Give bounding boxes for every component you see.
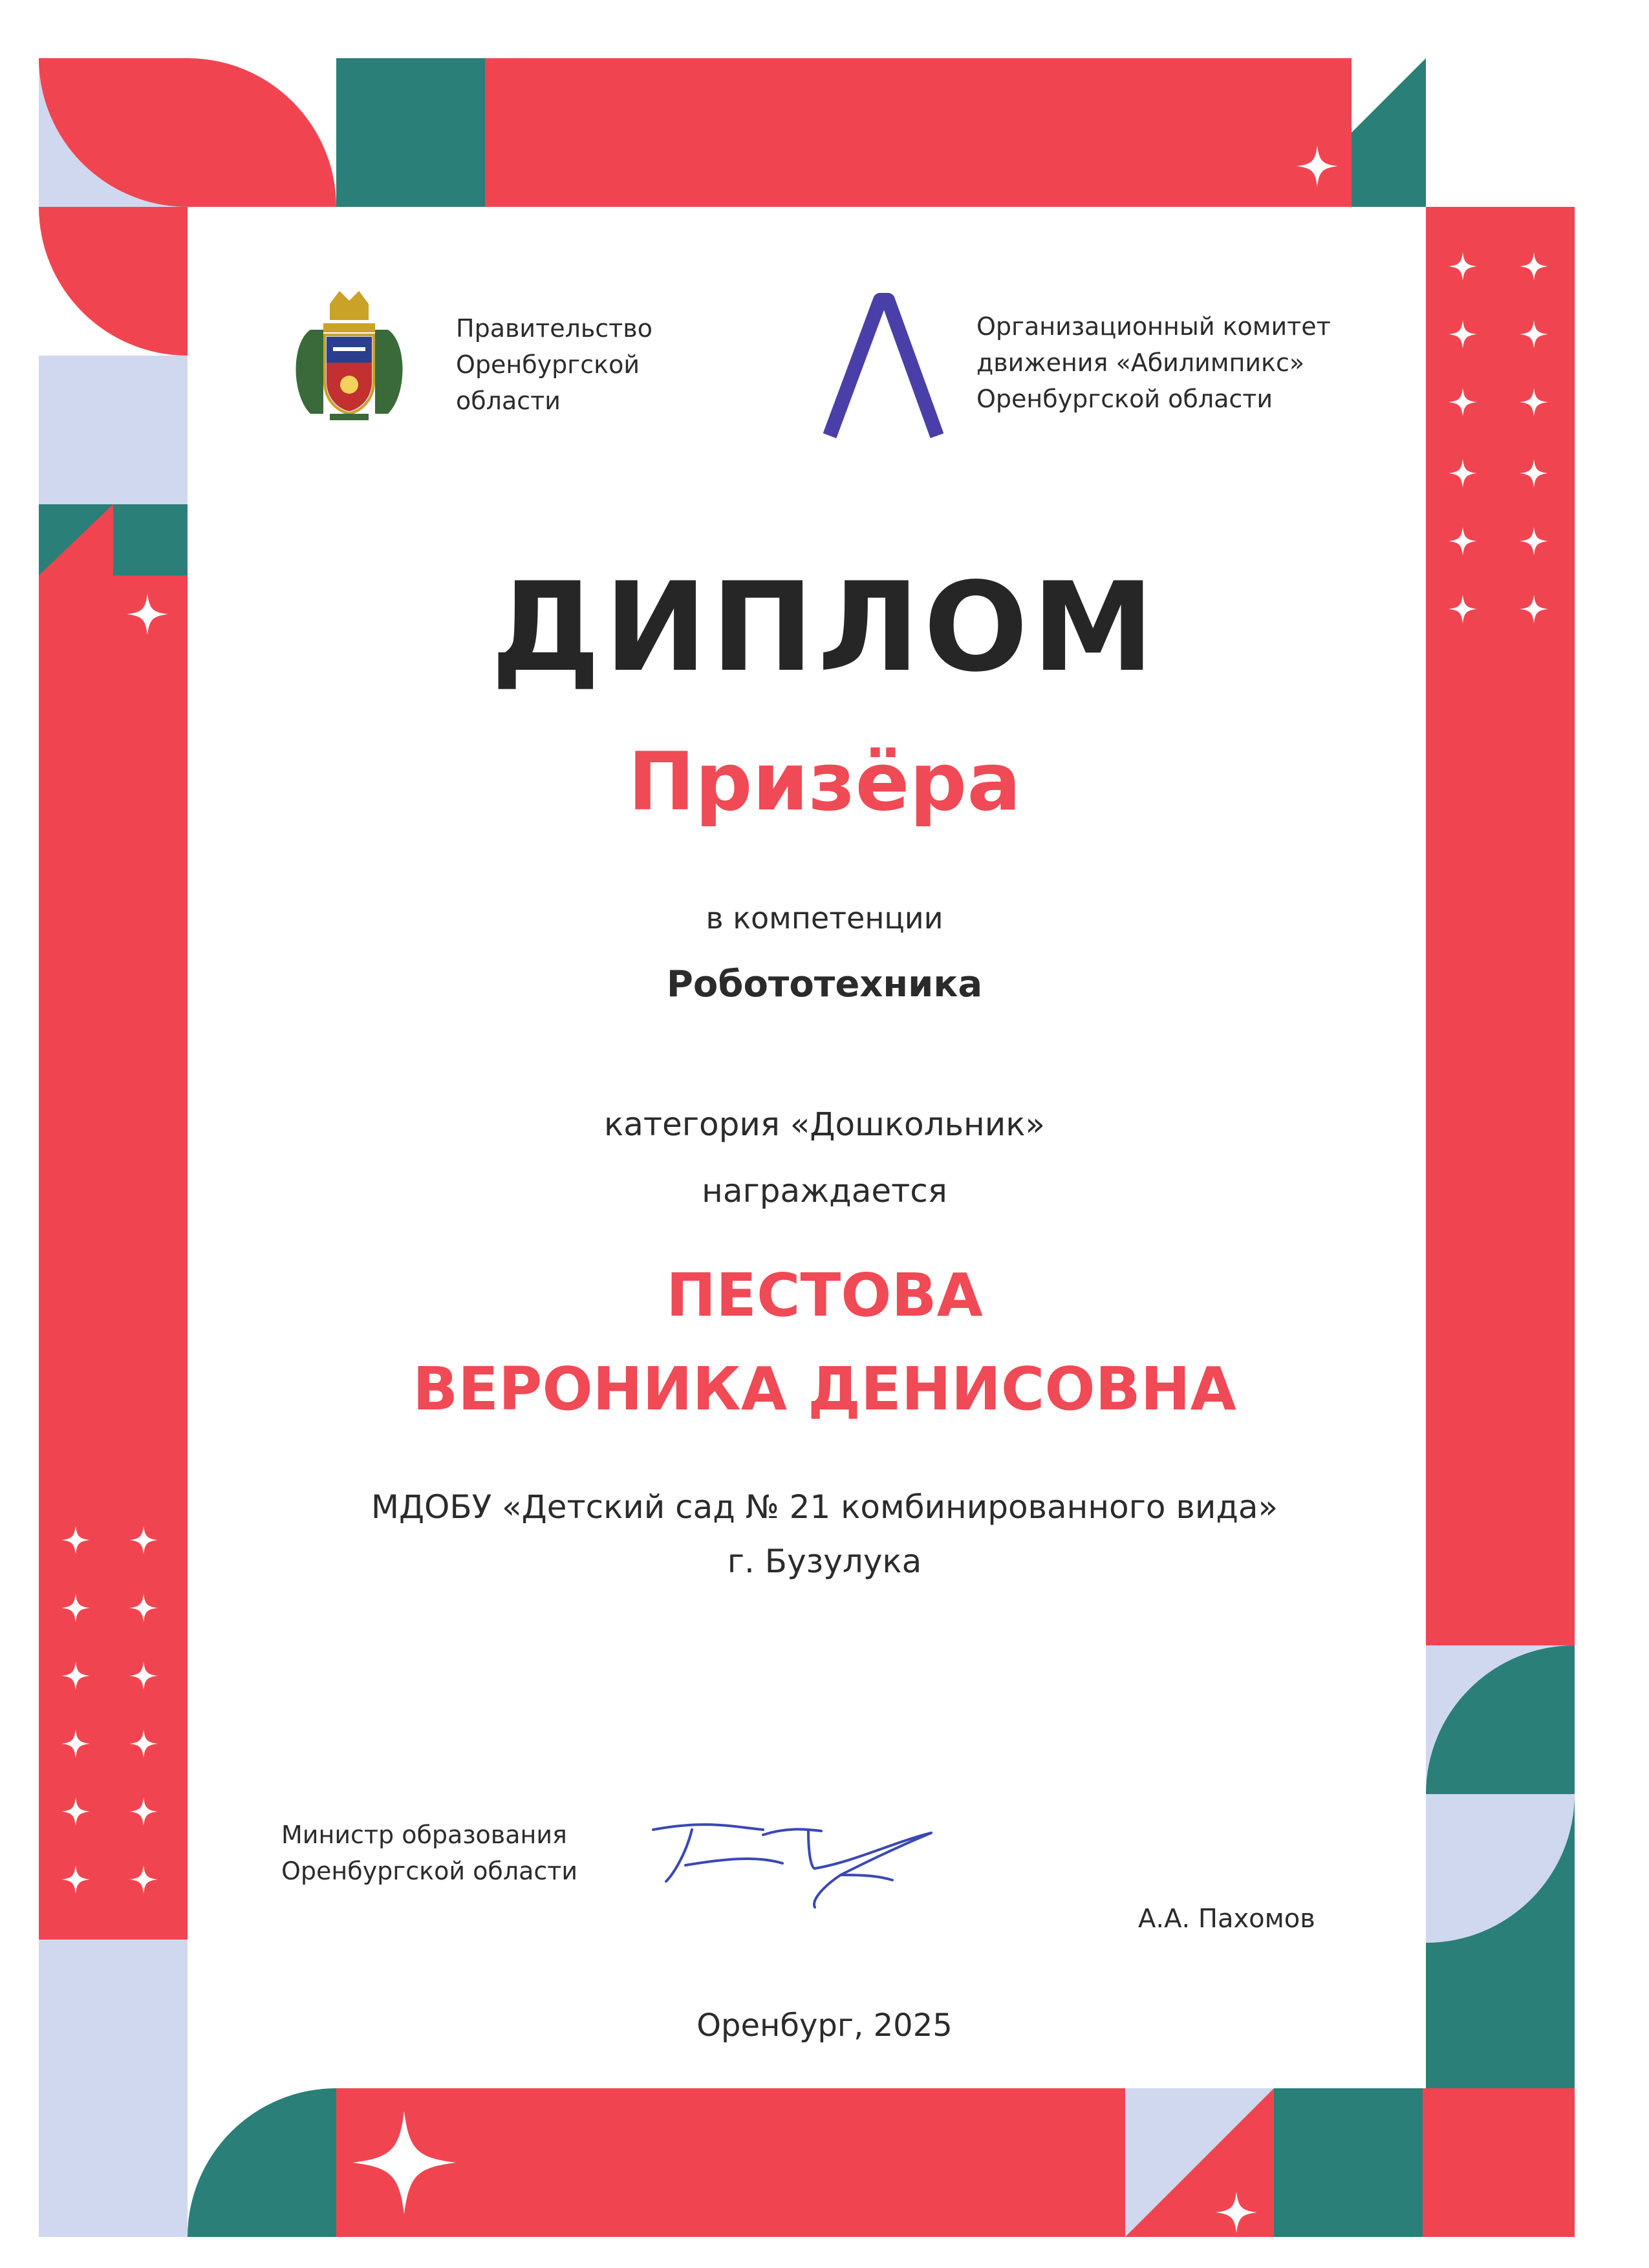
frame-bottom-right-red <box>1423 2088 1575 2237</box>
competence-name: Робототехника <box>666 963 983 1005</box>
sparkle-icon <box>61 1662 90 1690</box>
sparkle-icon <box>1216 2192 1257 2233</box>
frame-left-red-upper <box>39 207 188 356</box>
sparkle-icon <box>1520 459 1548 487</box>
diploma-subtitle: Призёра <box>627 736 1021 829</box>
sparkle-icon <box>129 1729 158 1758</box>
sparkle-icon <box>61 1594 90 1622</box>
sparkle-icon <box>1449 459 1477 487</box>
sparkle-icon <box>61 1865 90 1894</box>
recipient-given-names: ВЕРОНИКА ДЕНИСОВНА <box>413 1354 1236 1424</box>
frame-bottom-lavender <box>39 2088 188 2237</box>
signature-mark <box>647 1804 951 1914</box>
category-label: категория «Дошкольник» <box>604 1106 1045 1143</box>
sparkle-icon <box>1449 252 1477 281</box>
sparkle-icon <box>129 1797 158 1826</box>
frame-top-teal-block <box>336 58 485 207</box>
sparkle-icon <box>129 1662 158 1690</box>
diploma-title: ДИПЛОМ <box>491 556 1158 699</box>
frame-left-lavender <box>39 356 188 504</box>
sparkle-icon <box>129 1594 158 1622</box>
competence-intro: в компетенции <box>706 901 943 936</box>
organization-city: г. Бузулука <box>727 1543 922 1580</box>
sparkle-icon <box>1520 388 1548 416</box>
sparkle-icon <box>352 2111 456 2214</box>
sparkle-icon <box>61 1729 90 1758</box>
coat-of-arms-icon <box>285 284 414 427</box>
place-and-year: Оренбург, 2025 <box>696 2007 953 2044</box>
sparkle-icon <box>1449 388 1477 416</box>
government-label: Правительство Оренбургской области <box>456 314 652 415</box>
frame-top-red-band <box>485 58 1352 207</box>
sparkle-icon <box>1520 527 1548 555</box>
recipient-surname: ПЕСТОВА <box>666 1261 983 1330</box>
sparkle-icon <box>1449 320 1477 348</box>
awarded-label: награждается <box>702 1172 947 1210</box>
signer-name: А.А. Пахомов <box>1138 1904 1315 1934</box>
frame-bottom-teal-quarter <box>188 2088 336 2237</box>
frame-bottom-teal-block <box>1274 2088 1423 2237</box>
organization-name: МДОБУ «Детский сад № 21 комбинированного вида» <box>371 1488 1278 1526</box>
sparkle-icon <box>129 1865 158 1894</box>
frame-top-right-triangle <box>1352 58 1426 133</box>
sparkle-icon <box>1520 252 1548 281</box>
sparkle-icon <box>61 1797 90 1826</box>
sparkle-icon <box>1297 145 1338 187</box>
frame-top-quarter <box>188 58 336 207</box>
sparkle-icon <box>1449 527 1477 555</box>
signer-position: Министр образования Оренбургской области <box>281 1821 578 1885</box>
sparkle-icon <box>1520 320 1548 348</box>
organizing-committee-label: Организационный комитет движения «Абилимпикс» Оренбургской области <box>976 312 1331 413</box>
abilympics-logo-icon <box>818 292 947 441</box>
